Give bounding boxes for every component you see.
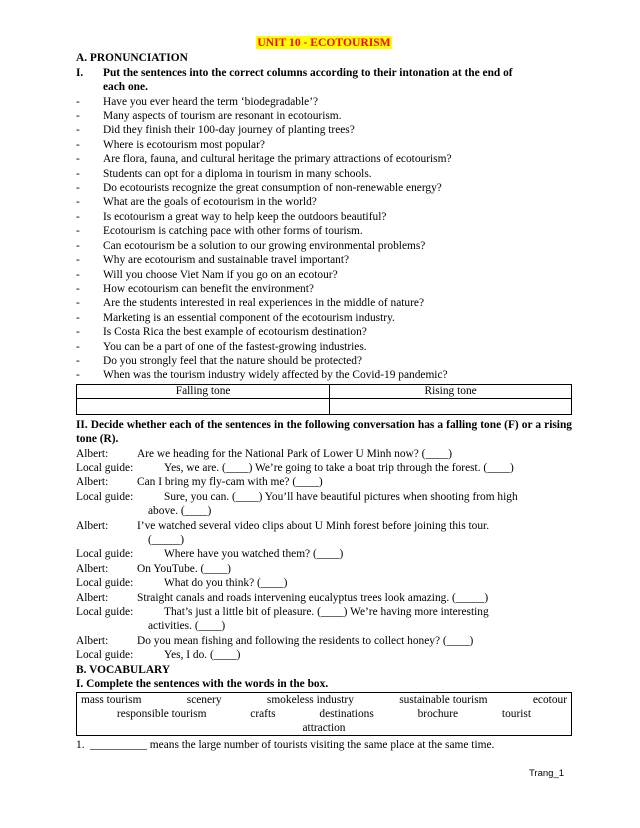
sentence-text: Is Costa Rica the best example of ecotourism destination? <box>103 326 367 339</box>
dialogue-line <box>76 605 572 619</box>
sentence-text: When was the tourism industry widely affected by the Covid-19 pandemic? <box>103 369 448 382</box>
utterance: That’s just a little bit of pleasure. (____) We’re having more interesting <box>164 606 489 619</box>
dialogue <box>76 447 572 663</box>
utterance: What do you think? (____) <box>164 577 288 590</box>
sentence-item <box>76 296 572 310</box>
bullet-dash: - <box>76 225 80 238</box>
sentence-text: Why are ecotourism and sustainable travel important? <box>103 254 350 267</box>
speaker-label: Albert: <box>76 591 109 604</box>
utterance: Are we heading for the National Park of Lower U Minh now? (____) <box>137 447 453 460</box>
dialogue-line <box>76 591 572 605</box>
title-wrap <box>76 36 572 50</box>
dialogue-line <box>76 562 572 576</box>
sentence-item <box>76 325 572 339</box>
speaker-label: Local guide: <box>76 548 134 561</box>
bullet-dash: - <box>76 311 80 324</box>
sentence-text: Many aspects of tourism are resonant in ecotourism. <box>103 110 342 123</box>
speaker-label: Albert: <box>76 562 109 575</box>
dialogue-line <box>76 648 572 662</box>
unit-title: UNIT 10 - ECOTOURISM <box>257 36 391 49</box>
sentence-text: Can ecotourism be a solution to our growing environmental problems? <box>103 239 426 252</box>
bullet-dash: - <box>76 182 80 195</box>
bullet-dash: - <box>76 196 80 209</box>
utterance: I’ve watched several video clips about U Minh forest before joining this tour. <box>137 519 490 532</box>
task-1-instruction <box>76 66 572 80</box>
dialogue-line <box>76 447 572 461</box>
word-box-word: scenery <box>186 694 222 707</box>
sentence-item <box>76 224 572 238</box>
word-box-word: brochure <box>417 708 459 721</box>
sentence-item <box>76 239 572 253</box>
word-box-word: tourist <box>501 708 532 721</box>
sentence-item <box>76 138 572 152</box>
sentence-text: Do ecotourists recognize the great consumption of non-renewable energy? <box>103 182 442 195</box>
bullet-dash: - <box>76 210 80 223</box>
task-text: Put the sentences into the correct columns according to their intonation at the end of <box>103 66 513 79</box>
sentence-item <box>76 253 572 267</box>
speaker-label: Local guide: <box>76 490 134 503</box>
sentence-item <box>76 210 572 224</box>
sentence-text: You can be a part of one of the fastest-growing industries. <box>103 340 367 353</box>
sentence-item <box>76 282 572 296</box>
speaker-label: Albert: <box>76 476 109 489</box>
vocab-question-1 <box>76 738 572 752</box>
document-page <box>76 36 572 753</box>
dialogue-line <box>76 634 572 648</box>
task-number: I. <box>76 66 84 79</box>
bullet-dash: - <box>76 110 80 123</box>
sentence-item <box>76 311 572 325</box>
dialogue-line <box>76 475 572 489</box>
falling-tone-cell[interactable] <box>77 398 330 414</box>
word-box-word: ecotour <box>532 694 567 707</box>
bullet-dash: - <box>76 239 80 252</box>
sentence-item <box>76 181 572 195</box>
sentence-text: Will you choose Viet Nam if you go on an ecotour? <box>103 268 338 281</box>
bullet-dash: - <box>76 354 80 367</box>
bullet-dash: - <box>76 282 80 295</box>
bullet-dash: - <box>76 268 80 281</box>
bullet-dash: - <box>76 138 80 151</box>
sentence-text: Are flora, fauna, and cultural heritage the primary attractions of ecotourism? <box>103 153 452 166</box>
word-box <box>76 692 572 736</box>
question-number: 1. <box>76 739 85 752</box>
utterance: Yes, we are. (____) We’re going to take a boat trip through the forest. (____) <box>164 461 514 474</box>
question-text: __________ means the large number of tourists visiting the same place at the same time. <box>90 739 495 752</box>
speaker-label: Albert: <box>76 519 109 532</box>
utterance: Yes, I do. (____) <box>164 649 241 662</box>
rising-tone-cell[interactable] <box>330 398 572 414</box>
sentence-text: What are the goals of ecotourism in the world? <box>103 196 317 209</box>
word-box-word: attraction <box>302 722 346 735</box>
sentence-item <box>76 354 572 368</box>
sentence-item <box>76 167 572 181</box>
sentence-text: Students can opt for a diploma in tourism in many schools. <box>103 167 372 180</box>
word-box-word: smokeless industry <box>266 694 354 707</box>
bullet-dash: - <box>76 369 80 382</box>
speaker-label: Albert: <box>76 634 109 647</box>
utterance-continuation: activities. (____) <box>148 620 226 633</box>
sentence-item <box>76 95 572 109</box>
bullet-dash: - <box>76 297 80 310</box>
speaker-label: Local guide: <box>76 649 134 662</box>
sentence-text: Ecotourism is catching pace with other forms of tourism. <box>103 225 363 238</box>
word-box-word: responsible tourism <box>116 708 207 721</box>
bullet-dash: - <box>76 124 80 137</box>
dialogue-line <box>76 519 572 533</box>
sentence-item <box>76 368 572 382</box>
page-footer: Trang_1 <box>528 768 564 779</box>
sentence-text: How ecotourism can benefit the environment? <box>103 282 314 295</box>
word-box-word: crafts <box>250 708 276 721</box>
word-box-word: destinations <box>319 708 374 721</box>
bullet-dash: - <box>76 95 80 108</box>
vocab-task-heading: I. Complete the sentences with the words in the box. <box>76 678 329 691</box>
section-a-heading: A. PRONUNCIATION <box>76 52 188 65</box>
sentence-item <box>76 195 572 209</box>
utterance: Straight canals and roads intervening eucalyptus trees look amazing. (_____) <box>137 591 489 604</box>
section-b-heading: B. VOCABULARY <box>76 663 171 676</box>
word-box-row-2 <box>81 707 567 721</box>
sentence-text: Marketing is an essential component of the ecotourism industry. <box>103 311 395 324</box>
bullet-dash: - <box>76 254 80 267</box>
sentence-item <box>76 109 572 123</box>
sentence-text: Do you strongly feel that the nature should be protected? <box>103 354 363 367</box>
utterance: Where have you watched them? (____) <box>164 548 344 561</box>
task-text-continuation: each one. <box>103 81 148 94</box>
bullet-dash: - <box>76 153 80 166</box>
speaker-label: Albert: <box>76 447 109 460</box>
utterance-continuation: (_____) <box>148 534 185 546</box>
dialogue-line <box>76 547 572 561</box>
speaker-label: Local guide: <box>76 606 134 619</box>
falling-tone-header: Falling tone <box>77 384 330 398</box>
task-2-heading: II. Decide whether each of the sentences in the following conversation has a falling tone (F) or a rising tone (R). <box>76 418 572 446</box>
utterance: On YouTube. (____) <box>137 562 231 575</box>
word-box-row-1 <box>81 693 567 707</box>
sentence-item <box>76 123 572 137</box>
dialogue-line <box>76 461 572 475</box>
dialogue-line <box>76 576 572 590</box>
dialogue-line <box>76 490 572 504</box>
utterance: Do you mean fishing and following the residents to collect honey? (____) <box>137 634 474 647</box>
sentence-item <box>76 152 572 166</box>
bullet-dash: - <box>76 326 80 339</box>
speaker-label: Local guide: <box>76 577 134 590</box>
sentence-list <box>76 95 572 383</box>
utterance-continuation: above. (____) <box>148 505 212 518</box>
bullet-dash: - <box>76 167 80 180</box>
utterance: Can I bring my fly-cam with me? (____) <box>137 476 323 489</box>
tone-table <box>76 384 572 415</box>
word-box-word: mass tourism <box>81 694 142 707</box>
sentence-text: Is ecotourism a great way to help keep the outdoors beautiful? <box>103 210 387 223</box>
word-box-row-3 <box>81 721 567 735</box>
sentence-item <box>76 268 572 282</box>
rising-tone-header: Rising tone <box>330 384 572 398</box>
sentence-text: Where is ecotourism most popular? <box>103 138 265 151</box>
word-box-word: sustainable tourism <box>399 694 488 707</box>
speaker-label: Local guide: <box>76 461 134 474</box>
sentence-item <box>76 340 572 354</box>
utterance: Sure, you can. (____) You’ll have beautiful pictures when shooting from high <box>164 490 518 503</box>
sentence-text: Did they finish their 100-day journey of planting trees? <box>103 124 355 137</box>
sentence-text: Are the students interested in real experiences in the middle of nature? <box>103 297 425 310</box>
sentence-text: Have you ever heard the term ‘biodegradable’? <box>103 95 319 108</box>
bullet-dash: - <box>76 340 80 353</box>
